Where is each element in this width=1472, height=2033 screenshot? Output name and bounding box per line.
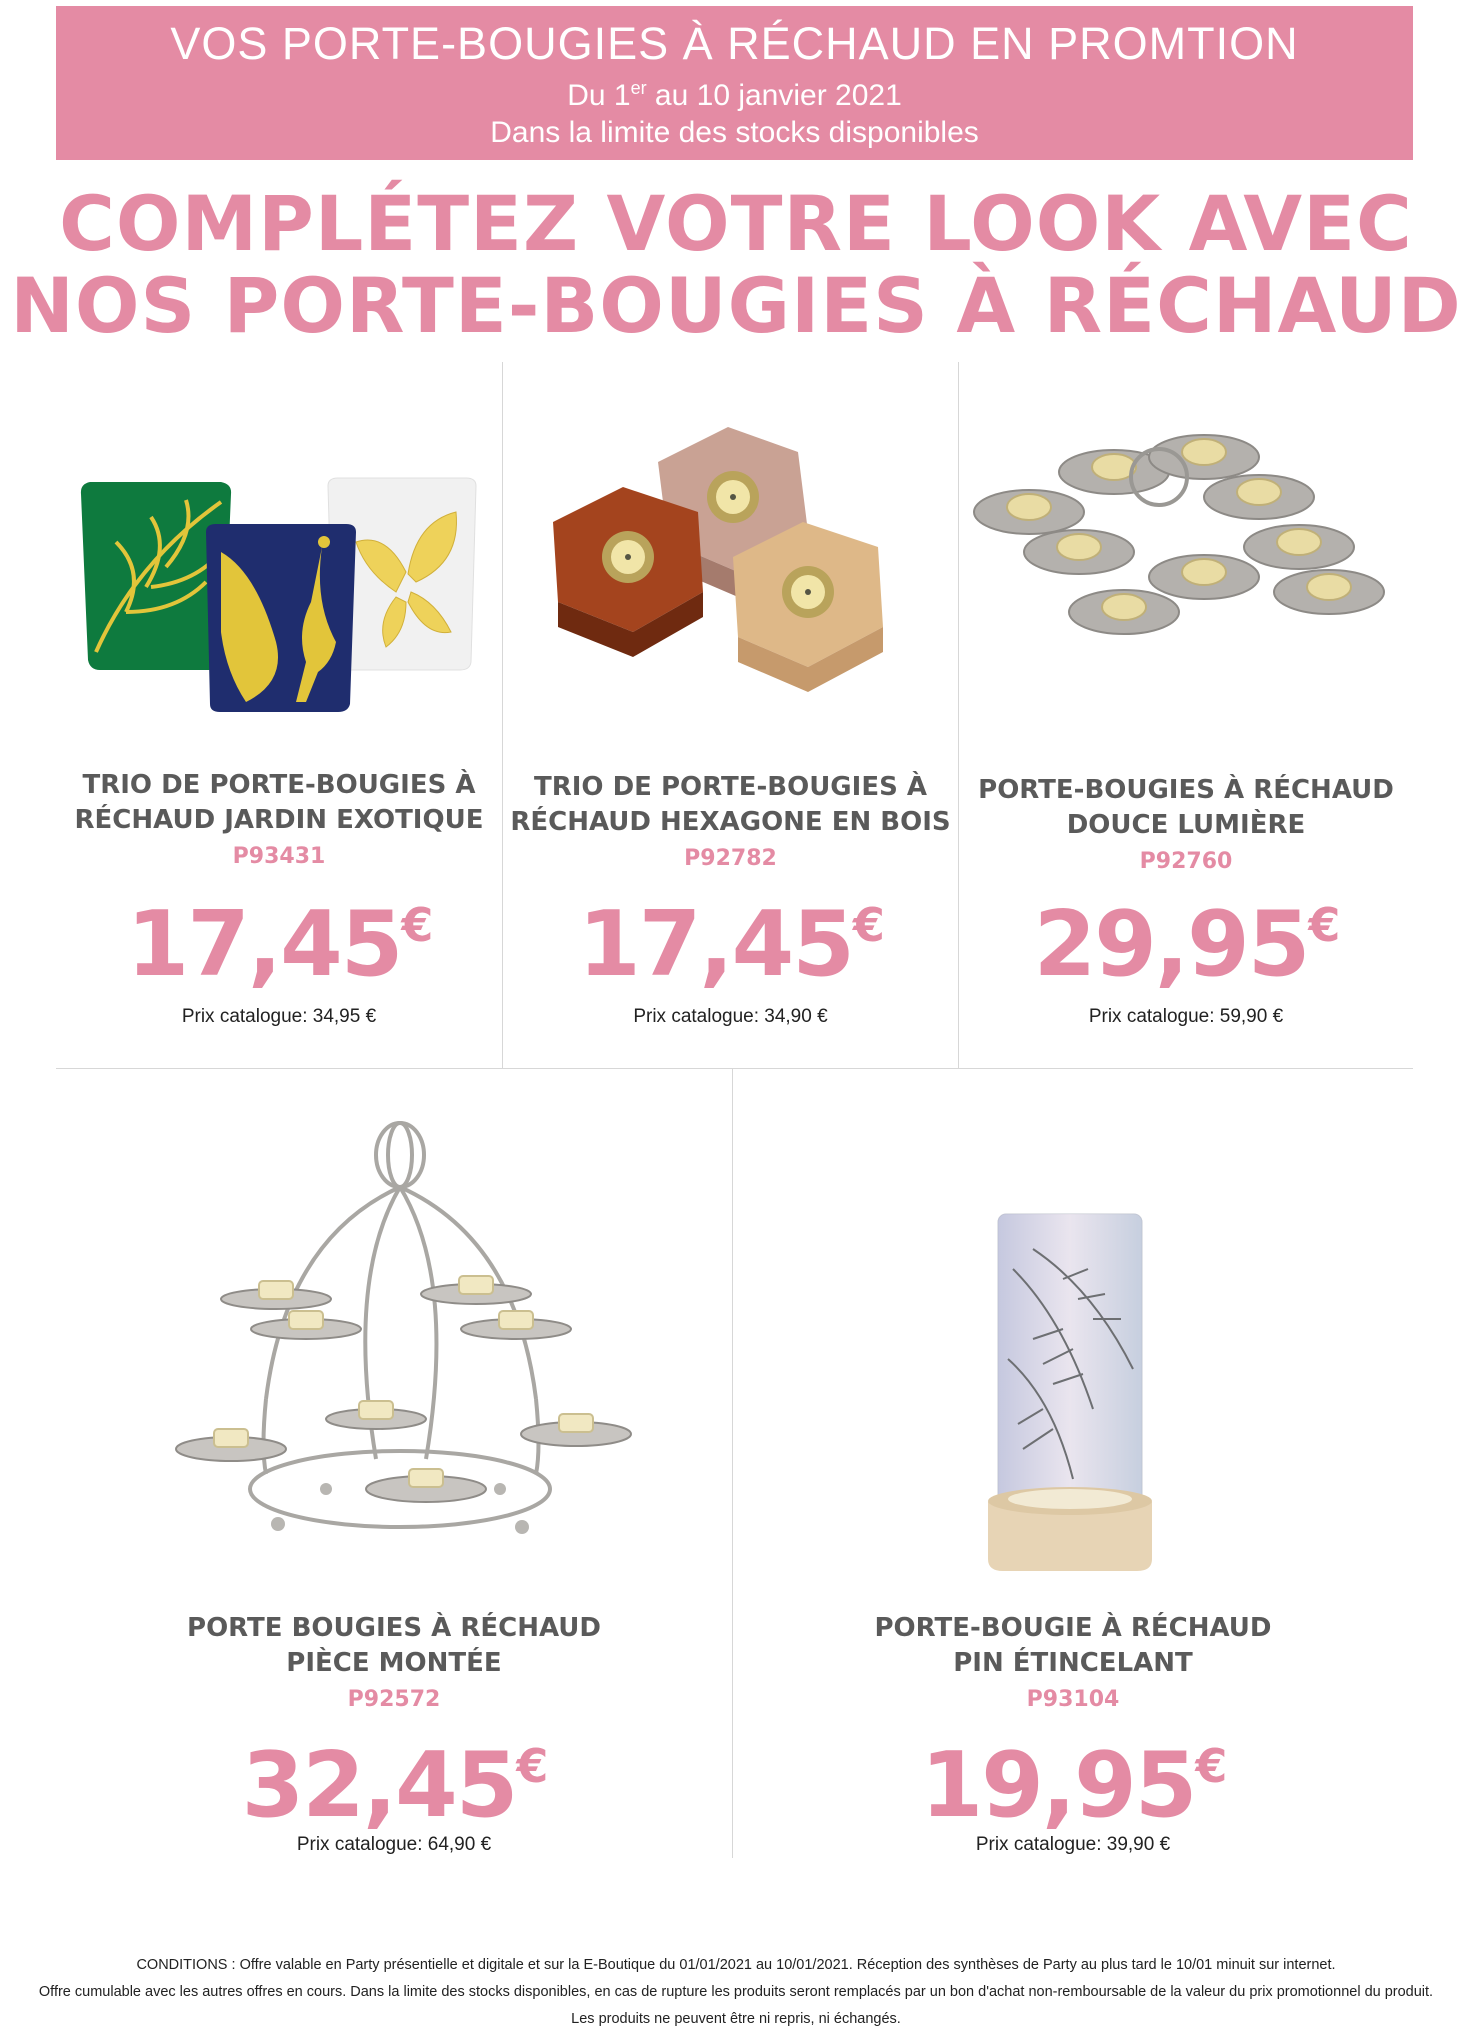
product-ref: P93104: [1026, 1687, 1120, 1712]
catalog-price: Prix catalogue: 64,90 €: [296, 1834, 492, 1855]
conditions-text: CONDITIONS : Offre valable en Party présentielle et digitale et sur la E-Boutique du 01/01/2021 au 10/01/2021. Réception des synthèses de Party au plus tard le 10/01 minuit sur internet. Offre cumulable avec les autres offres en cours. Dans la limite des stocks disponibles, en cas de rupture les produits seront remplacés par un bon d'achat non-remboursable de la valeur du prix promotionnel du produit. Les produits ne peuvent être ni repris, ni échangés.: [38, 1957, 1434, 2027]
product-card[interactable]: [733, 1069, 1413, 1859]
page-headline: [0, 179, 1472, 350]
product-name: PORTE-BOUGIES À RÉCHAUD DOUCE LUMIÈRE: [978, 775, 1394, 840]
product-ref: P92782: [684, 846, 777, 871]
promo-banner: [56, 6, 1413, 160]
product-image: [56, 422, 502, 742]
product-card[interactable]: [503, 362, 958, 1068]
headline-line-1: COMPLÉTEZ VOTRE LOOK AVEC: [59, 179, 1413, 268]
catalog-price: Prix catalogue: 34,95 €: [181, 1006, 377, 1027]
product-image: [733, 1209, 1413, 1589]
product-card[interactable]: [56, 362, 502, 1068]
product-ref: P92572: [347, 1687, 441, 1712]
product-price: 17,45€: [578, 892, 883, 997]
catalog-price: Prix catalogue: 39,90 €: [975, 1834, 1171, 1855]
product-ref: P92760: [1139, 849, 1233, 874]
product-card[interactable]: [56, 1069, 732, 1859]
product-image: [503, 422, 958, 742]
product-card[interactable]: [959, 362, 1413, 1068]
product-name: PORTE-BOUGIE À RÉCHAUD PIN ÉTINCELANT: [874, 1613, 1272, 1678]
catalog-price: Prix catalogue: 59,90 €: [1088, 1006, 1284, 1027]
product-price: 32,45€: [241, 1733, 547, 1838]
catalog-price: Prix catalogue: 34,90 €: [633, 1006, 828, 1027]
banner-title: VOS PORTE-BOUGIES À RÉCHAUD EN PROMTION: [170, 18, 1299, 69]
product-ref: P93431: [232, 844, 326, 869]
product-price: 19,95€: [920, 1733, 1226, 1838]
product-image: [56, 1119, 732, 1599]
headline-line-2: NOS PORTE-BOUGIES À RÉCHAUD: [10, 261, 1462, 350]
product-name: TRIO DE PORTE-BOUGIES À RÉCHAUD HEXAGONE EN BOIS: [510, 772, 951, 837]
product-price: 17,45€: [126, 892, 432, 997]
banner-stock-note: Dans la limite des stocks disponibles: [490, 116, 979, 149]
product-image: [959, 422, 1413, 742]
banner-dates: Du 1er au 10 janvier 2021: [567, 78, 902, 112]
product-price: 29,95€: [1033, 892, 1339, 997]
product-name: PORTE BOUGIES À RÉCHAUD PIÈCE MONTÉE: [187, 1613, 601, 1678]
product-name: TRIO DE PORTE-BOUGIES À RÉCHAUD JARDIN EXOTIQUE: [74, 770, 484, 835]
